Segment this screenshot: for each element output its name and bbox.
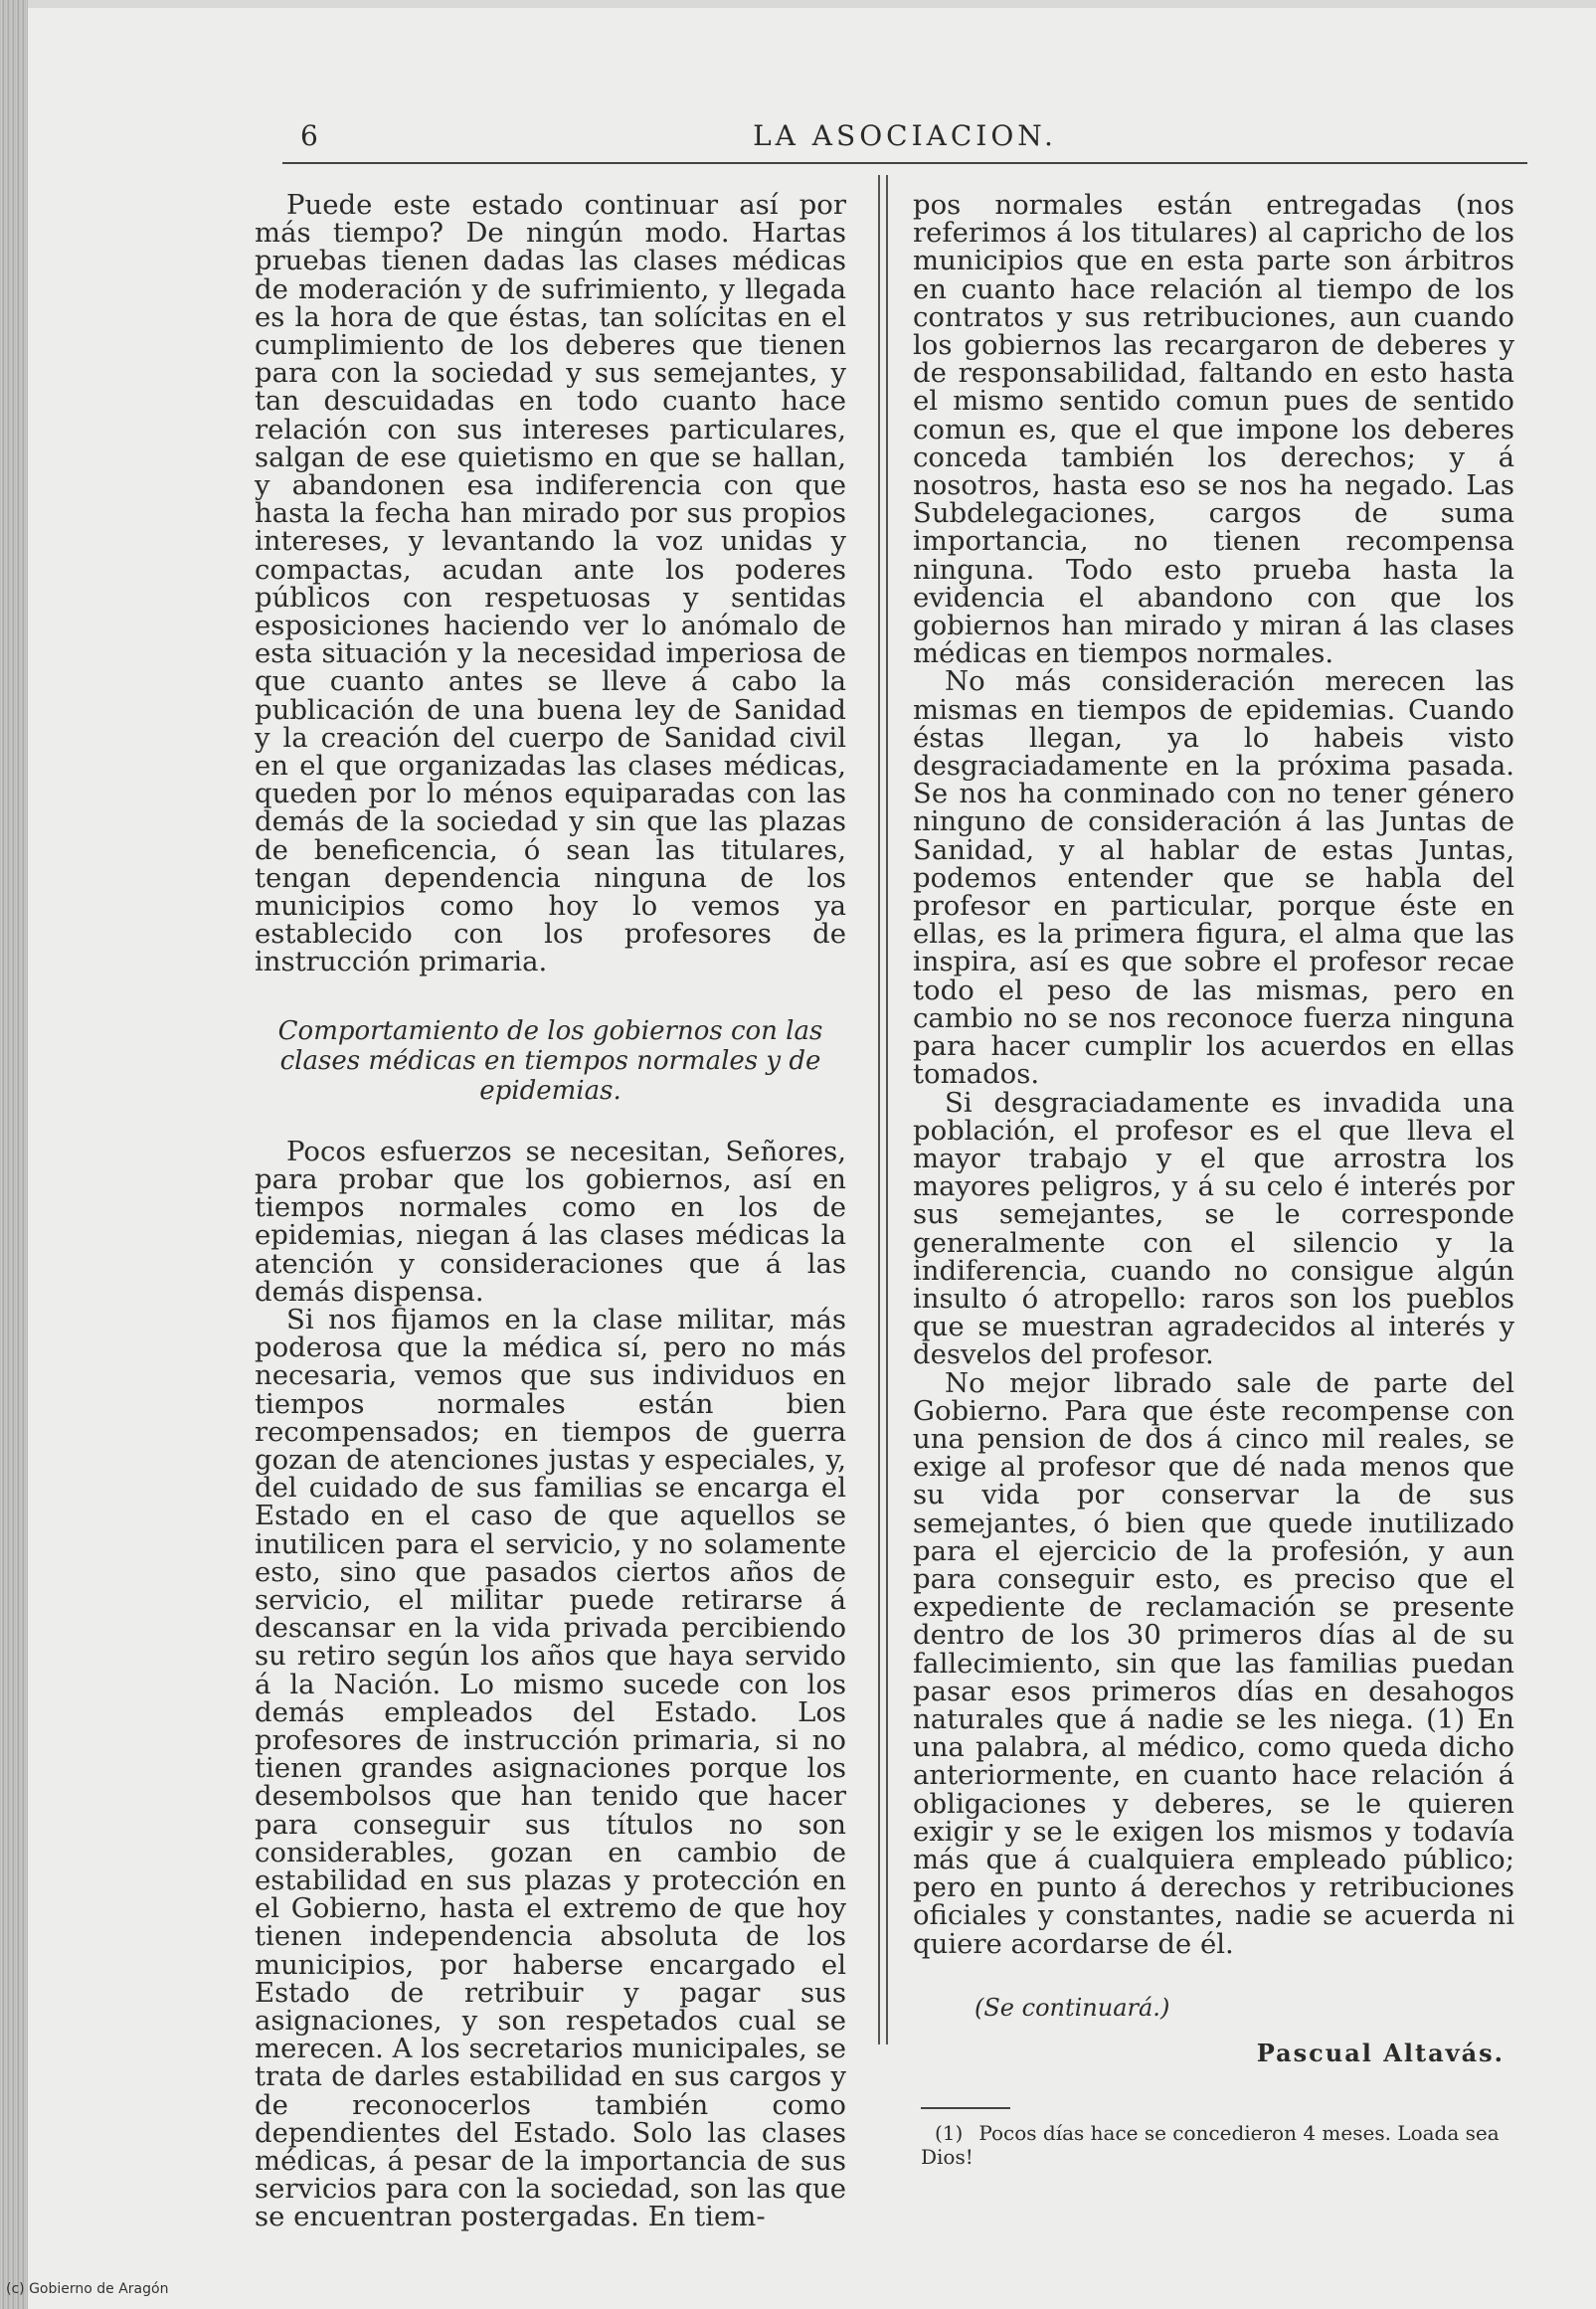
paragraph: pos normales están entregadas (nos referimos á los titulares) al capricho de los municipios que en esta parte son árbitros en cuanto hace relación al tiempo de los contratos y sus retribuciones, aun cuando los gobiernos las recargaron de deberes y de responsabilidad, faltando en esto hasta el mismo sentido comun pues de sentido comun es, que el que impone los deberes conceda también los derechos; y á nosotros, hasta eso se nos ha negado. Las Subdelegaciones, cargos de suma importancia, no tienen recompensa ninguna. Todo esto prueba hasta la evidencia el abandono con que los gobiernos han mirado y miran á las clases médicas en tiempos normales. — [913, 189, 1514, 670]
paragraph: Si nos fijamos en la clase militar, más poderosa que la médica sí, pero no más necesaria, vemos que sus individuos en tiempos normales están bien recompensados; en tiempos de guerra gozan de atenciones justas y especiales, y, del cuidado de sus familias se encarga el Estado en el caso de que aquellos se inutilicen para el servicio, y no solamente esto, sino que pasados ciertos años de servicio, el militar puede retirarse á descansar en la vida privada percibiendo su retiro según los años que haya servido á la Nación. Lo mismo sucede con los demás empleados del Estado. Los profesores de instrucción primaria, si no tienen grandes asignaciones porque los desembolsos que han tenido que hacer para conseguir sus títulos no son considerables, gozan en cambio de estabilidad en sus plazas y protección en el Gobierno, hasta el extremo de que hoy tienen independencia absoluta de los municipios, por haberse encargado el Estado de retribuir y pagar sus asignaciones, y son respetados cual se merecen. A los secretarios municipales, se trata de darles estabilidad en sus cargos y de reconocerlos también como dependientes del Estado. Solo las clases médicas, á pesar de la importancia de sus servicios para con la sociedad, son las que se encuentran postergadas. En tiem- — [255, 1303, 846, 2233]
footnote-mark: (1) — [935, 2121, 964, 2146]
footnote — [913, 2121, 1514, 2169]
running-head — [288, 119, 1521, 159]
right-column — [913, 191, 1514, 2169]
paragraph: Puede este estado continuar así por más tiempo? De ningún modo. Hartas pruebas tienen dadas las clases médicas de moderación y de sufrimiento, y llegada es la hora de que éstas, tan solícitas en el cumplimiento de los deberes que tienen para con la sociedad y sus semejantes, y tan descuidadas en todo cuanto hace relación con sus intereses particulares, salgan de ese quietismo en que se hallan, y abandonen esa indiferencia con que hasta la fecha han mirado por sus propios intereses, y levantando la voz unidas y compactas, acudan ante los poderes públicos con respetuosas y sentidas esposiciones haciendo ver lo anómalo de esta situación y la necesidad imperiosa de que cuanto antes se lleve á cabo la publicación de una buena ley de Sanidad y la creación del cuerpo de Sanidad civil en el que organizadas las clases médicas, queden por lo ménos equiparadas con las demás de la sociedad y sin que las plazas de beneficencia, ó sean las titulares, tengan dependencia ninguna de los municipios como hoy lo vemos ya establecido con los profesores de instrucción primaria. — [255, 189, 846, 978]
journal-title: LA ASOCIACION. — [753, 119, 1057, 152]
header-rule — [282, 162, 1527, 164]
page-number: 6 — [300, 119, 319, 152]
footnote-text: Pocos días hace se concedieron 4 meses. Loada sea Dios! — [921, 2121, 1500, 2170]
column-divider — [878, 175, 888, 2044]
section-subheading: Comportamiento de los gobiernos con las clases médicas en tiempos normales y de epidemias. — [277, 1015, 823, 1106]
copyright-notice: (c) Gobierno de Aragón — [6, 2281, 169, 2297]
paragraph: No mejor librado sale de parte del Gobierno. Para que éste recompense con una pension de dos á cinco mil reales, se exige al profesor que dé nada menos que su vida por conservar la de sus semejantes, ó bien que quede inutilizado para el ejercicio de la profesión, y aun para conseguir esto, es preciso que el expediente de reclamación se presente dentro de los 30 primeros días al de su fallecimiento, sin que las familias puedan pasar esos primeros días en desahogos naturales que á nadie se les niega. (1) En una palabra, al médico, como queda dicho anteriormente, en cuanto hace relación á obligaciones y deberes, se le quieren exigir y se le exigen los mismos y todavía más que á cualquiera empleado público; pero en punto á derechos y retribuciones oficiales y constantes, nadie se acuerda ni quiere acordarse de él. — [913, 1366, 1514, 1960]
paragraph: No más consideración merecen las mismas en tiempos de epidemias. Cuando éstas llegan, ya lo habeis visto desgraciadamente en la próxima pasada. Se nos ha conminado con no tener género ninguno de consideración á las Juntas de Sanidad, y al hablar de estas Juntas, podemos entender que se habla del profesor en particular, porque éste en ellas, es la primera figura, el alma que las inspira, así es que sobre el profesor recae todo el peso de las mismas, pero en cambio no se nos reconoce fuerza ninguna para hacer cumplir los acuerdos en ellas tomados. — [913, 665, 1514, 1091]
continuation-note: (Se continuará.) — [975, 1993, 1170, 2022]
paragraph: Pocos esfuerzos se necesitan, Señores, para probar que los gobiernos, así en tiempos normales como en los de epidemias, niegan á las clases médicas la atención y consideraciones que á las demás dispensa. — [255, 1135, 846, 1308]
author-signature: Pascual Altavás. — [1256, 2039, 1505, 2067]
left-column — [255, 191, 846, 2231]
paragraph: Si desgraciadamente es invadida una población, el profesor es el que lleva el mayor trabajo y el que arrostra los mayores peligros, y á su celo é interés por sus semejantes, se le corresponde generalmente con el silencio y la indiferencia, cuando no consigue algún insulto ó atropello: raros son los pueblos que se muestran agradecidos al interés y desvelos del profesor. — [913, 1086, 1514, 1371]
book-page-edges — [0, 0, 28, 2309]
footnote-rule — [921, 2107, 1010, 2109]
